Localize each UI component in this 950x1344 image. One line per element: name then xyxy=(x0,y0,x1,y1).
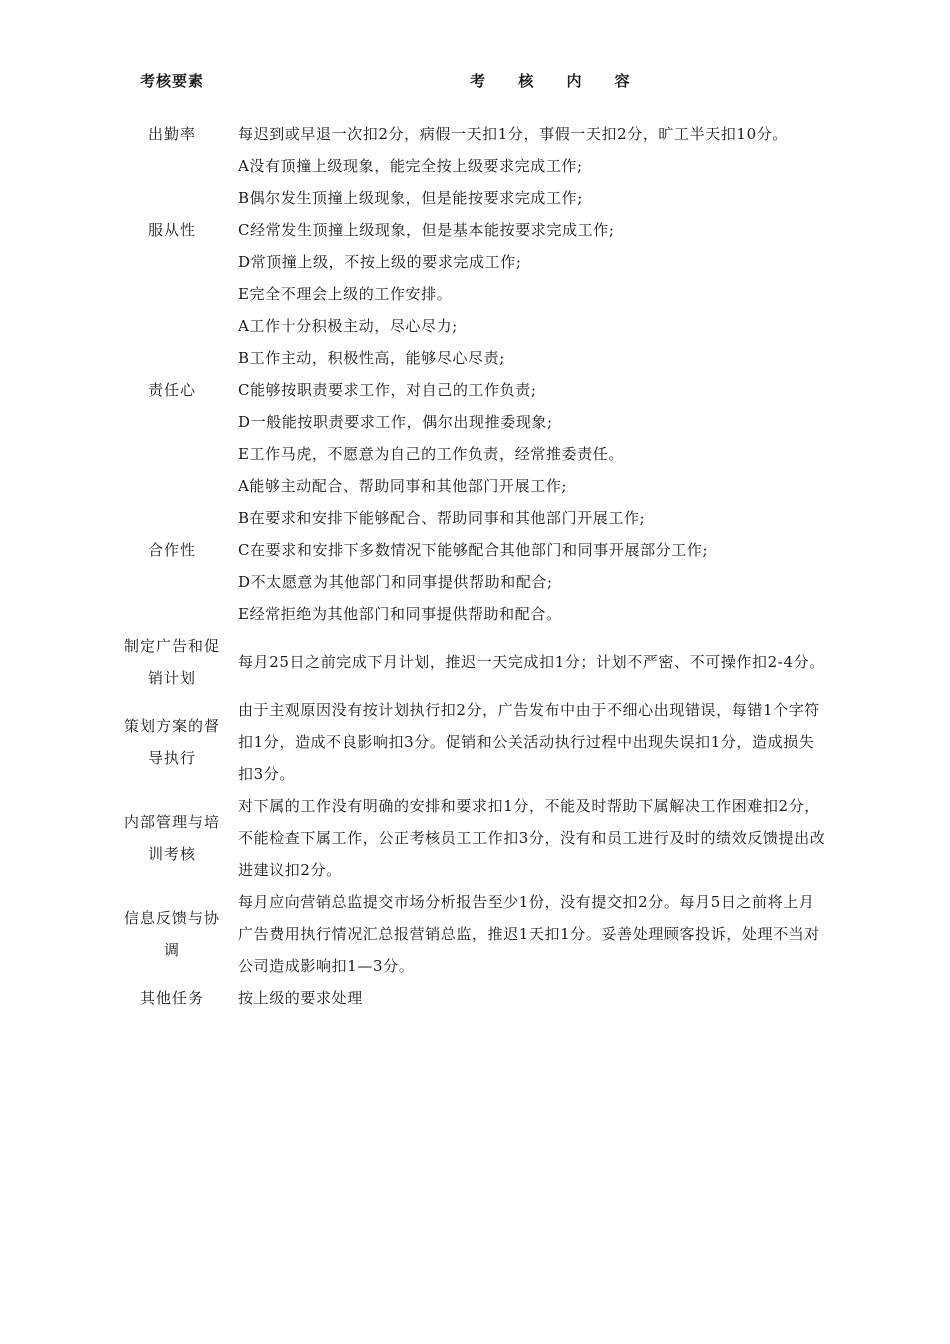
criteria-item: A没有顶撞上级现象，能完全按上级要求完成工作; xyxy=(238,157,583,175)
criteria-item: B在要求和安排下能够配合、帮助同事和其他部门开展工作; xyxy=(238,509,646,527)
table-row xyxy=(0,630,950,694)
row-content: 由于主观原因没有按计划执行扣2分，广告发布中由于不细心出现错误，每错1个字符扣1分，造成不良影响扣3分。促销和公关活动执行过程中出现失误扣1分，造成损失扣3分。 xyxy=(238,701,820,783)
criteria-item: C在要求和安排下多数情况下能够配合其他部门和同事开展部分工作; xyxy=(238,541,709,559)
row-label: 其他任务 xyxy=(139,989,204,1007)
criteria-item: B工作主动，积极性高，能够尽心尽责; xyxy=(238,349,505,367)
criteria-item: E经常拒绝为其他部门和同事提供帮助和配合。 xyxy=(238,605,562,623)
table-row xyxy=(0,150,950,310)
row-label: 制定广告和促销计划 xyxy=(123,637,220,687)
criteria-item: B偶尔发生顶撞上级现象，但是能按要求完成工作; xyxy=(238,189,583,207)
row-label: 出勤率 xyxy=(147,125,196,143)
criteria-item: C经常发生顶撞上级现象，但是基本能按要求完成工作; xyxy=(238,221,615,239)
criteria-item: A工作十分积极主动，尽心尽力; xyxy=(238,317,458,335)
table-header xyxy=(0,70,950,96)
criteria-item: A能够主动配合、帮助同事和其他部门开展工作; xyxy=(238,477,568,495)
row-label: 信息反馈与协调 xyxy=(123,909,220,959)
criteria-item: E完全不理会上级的工作安排。 xyxy=(238,285,453,303)
assessment-table xyxy=(0,118,950,1014)
content-column-header: 考 核 内 容 xyxy=(470,72,644,90)
criteria-item: D常顶撞上级，不按上级的要求完成工作; xyxy=(238,253,522,271)
criteria-item: E工作马虎，不愿意为自己的工作负责，经常推委责任。 xyxy=(238,445,624,463)
table-row xyxy=(0,886,950,982)
table-row xyxy=(0,982,950,1014)
row-content: 每月应向营销总监提交市场分析报告至少1份，没有提交扣2分。每月5日之前将上月广告费用执行情况汇总报营销总监，推迟1天扣1分。妥善处理顾客投诉，处理不当对公司造成影响扣1—3分。 xyxy=(238,893,820,975)
row-label: 内部管理与培训考核 xyxy=(123,813,220,863)
row-label: 策划方案的督导执行 xyxy=(123,717,220,767)
row-content: 对下属的工作没有明确的安排和要求扣1分，不能及时帮助下属解决工作困难扣2分，不能检查下属工作，公正考核员工工作扣3分，没有和员工进行及时的绩效反馈提出改进建议扣2分。 xyxy=(238,797,826,879)
row-label: 服从性 xyxy=(147,221,196,239)
criteria-item: C能够按职责要求工作，对自己的工作负责; xyxy=(238,381,537,399)
row-content xyxy=(238,470,830,630)
row-content: 每月25日之前完成下月计划，推迟一天完成扣1分；计划不严密、不可操作扣2-4分。 xyxy=(238,653,825,671)
row-content: 每迟到或早退一次扣2分，病假一天扣1分，事假一天扣2分，旷工半天扣10分。 xyxy=(238,125,788,143)
row-label: 责任心 xyxy=(147,381,196,399)
table-row xyxy=(0,790,950,886)
table-row xyxy=(0,470,950,630)
element-column-header: 考核要素 xyxy=(139,72,204,90)
row-label: 合作性 xyxy=(147,541,196,559)
row-content xyxy=(238,150,830,310)
criteria-item: D不太愿意为其他部门和同事提供帮助和配合; xyxy=(238,573,553,591)
criteria-item: D一般能按职责要求工作，偶尔出现推委现象; xyxy=(238,413,553,431)
row-content: 按上级的要求处理 xyxy=(238,989,363,1007)
table-row xyxy=(0,310,950,470)
table-row xyxy=(0,118,950,150)
table-row xyxy=(0,694,950,790)
row-content xyxy=(238,310,830,470)
